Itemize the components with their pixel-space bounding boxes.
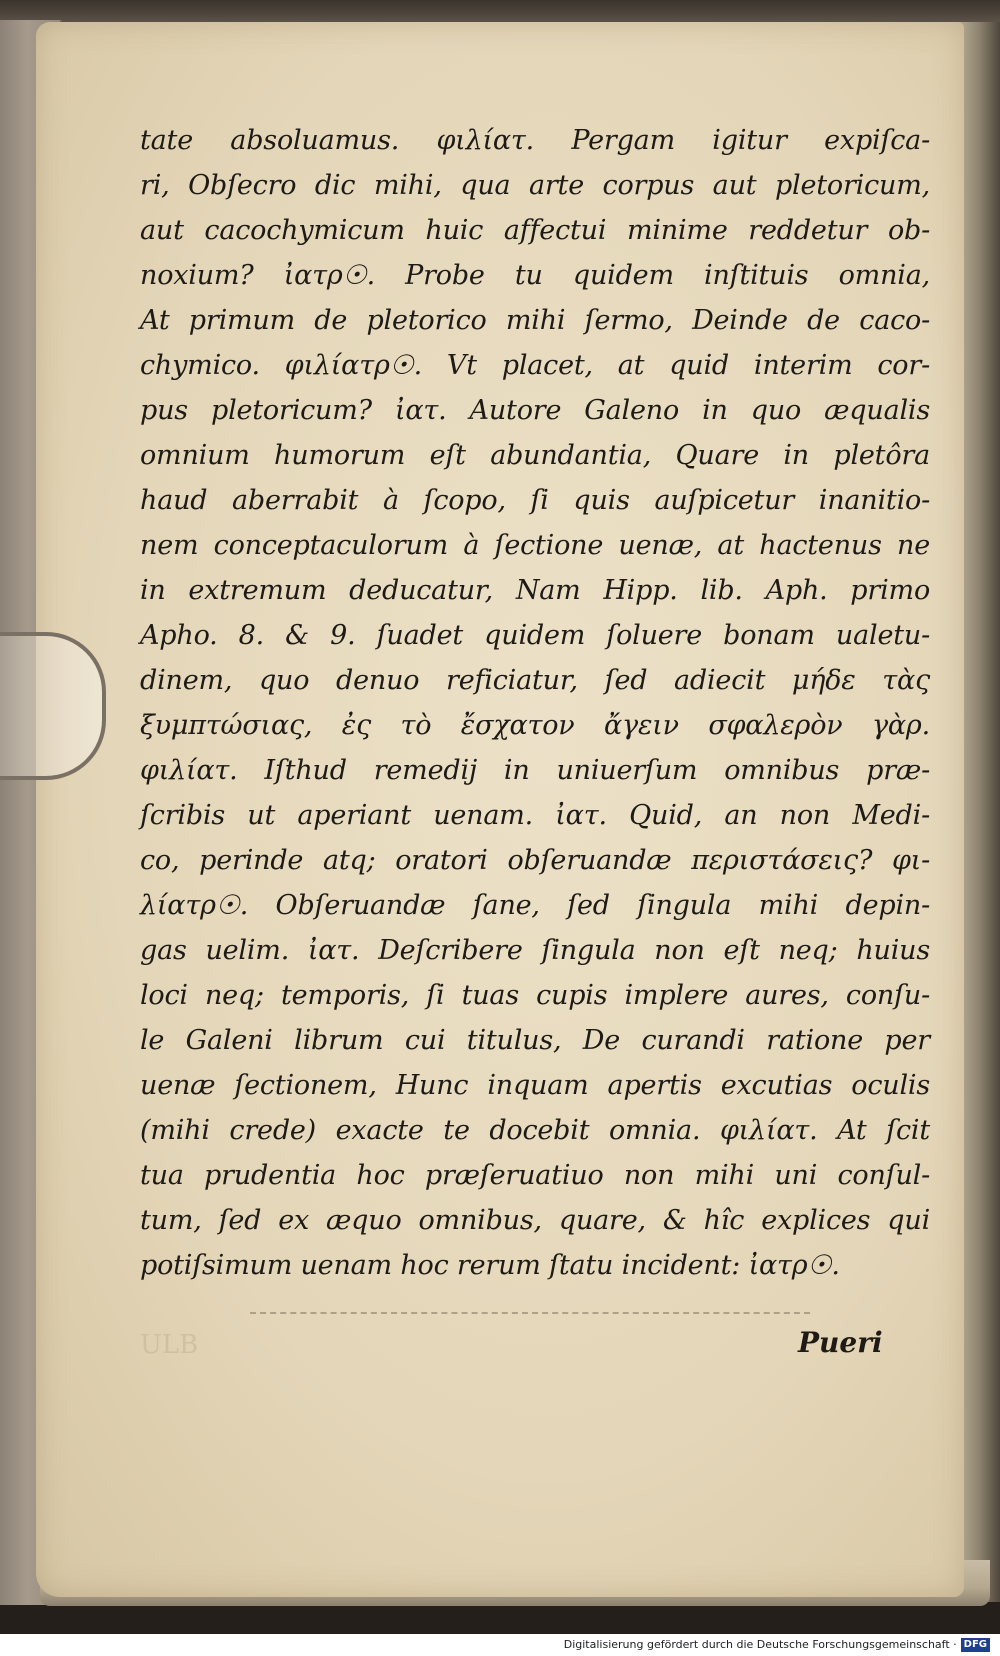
page-text bbox=[140, 118, 930, 1288]
text-line: gas uelim. ἰατ. Deſcribere ſingula non eſt neq; huius bbox=[140, 935, 930, 966]
text-line: At primum de pletorico mihi ſermo, Deinde de caco- bbox=[140, 305, 930, 336]
text-line: ſcribis ut aperiant uenam. ἰατ. Quid, an non Medi- bbox=[140, 800, 930, 831]
bottom-rule bbox=[250, 1312, 810, 1314]
text-line: nem conceptaculorum à ſectione uenæ, at hactenus ne bbox=[140, 530, 930, 561]
text-line: dinem, quo denuo reficiatur, ſed adiecit μήδε τὰς bbox=[140, 665, 930, 696]
text-line: potiſsimum uenam hoc rerum ſtatu incident: ἰατρ☉. bbox=[140, 1250, 840, 1281]
text-line: chymico. φιλίατρ☉. Vt placet, at quid interim cor- bbox=[140, 350, 930, 381]
text-line: haud aberrabit à ſcopo, ſi quis auſpicetur inanitio- bbox=[140, 485, 930, 516]
clasp-strap bbox=[0, 632, 106, 780]
page-fore-edge bbox=[958, 22, 1000, 1602]
text-line: in extremum deducatur, Nam Hipp. lib. Aph. primo bbox=[140, 575, 930, 606]
text-line: loci neq; temporis, ſi tuas cupis implere aures, conſu- bbox=[140, 980, 930, 1011]
dfg-logo-icon: DFG bbox=[961, 1638, 990, 1652]
catchword: Pueri bbox=[798, 1326, 883, 1359]
text-line: tate absoluamus. φιλίατ. Pergam igitur expiſca- bbox=[140, 125, 930, 156]
text-line: φιλίατ. Iſthud remedij in uniuerſum omnibus præ- bbox=[140, 755, 930, 786]
text-line: (mihi crede) exacte te docebit omnia. φιλίατ. At ſcit bbox=[140, 1115, 930, 1146]
cover-top-edge bbox=[0, 0, 1000, 24]
text-line: aut cacochymicum huic affectui minime reddetur ob- bbox=[140, 215, 930, 246]
text-line: ξυμπτώσιας, ἐς τὸ ἔσχατον ἄγειν σφαλερὸν γὰρ. bbox=[140, 710, 930, 741]
digitization-footer bbox=[0, 1634, 1000, 1656]
text-line: noxium? ἰατρ☉. Probe tu quidem inſtituis omnia, bbox=[140, 260, 930, 291]
library-stamp: ULB bbox=[140, 1330, 199, 1360]
footer-credit: Digitalisierung gefördert durch die Deutsche Forschungsgemeinschaft · bbox=[563, 1638, 957, 1651]
text-line: λίατρ☉. Obſeruandæ ſane, ſed ſingula mihi depin- bbox=[140, 890, 930, 921]
text-line: omnium humorum eſt abundantia, Quare in pletôra bbox=[140, 440, 930, 471]
text-line: le Galeni librum cui titulus, De curandi ratione per bbox=[140, 1025, 930, 1056]
text-line: tum, ſed ex æquo omnibus, quare, & hîc explices qui bbox=[140, 1205, 930, 1236]
text-line: tua prudentia hoc præſeruatiuo non mihi uni conſul- bbox=[140, 1160, 930, 1191]
text-line: uenæ ſectionem, Hunc inquam apertis excutias oculis bbox=[140, 1070, 930, 1101]
text-line: pus pletoricum? ἰατ. Autore Galeno in quo æqualis bbox=[140, 395, 930, 426]
text-line: ri, Obſecro dic mihi, qua arte corpus aut pletoricum, bbox=[140, 170, 930, 201]
text-line: Apho. 8. & 9. ſuadet quidem ſoluere bonam ualetu- bbox=[140, 620, 930, 651]
text-line: co, perinde atq; oratori obſeruandæ περιστάσεις? φι- bbox=[140, 845, 930, 876]
